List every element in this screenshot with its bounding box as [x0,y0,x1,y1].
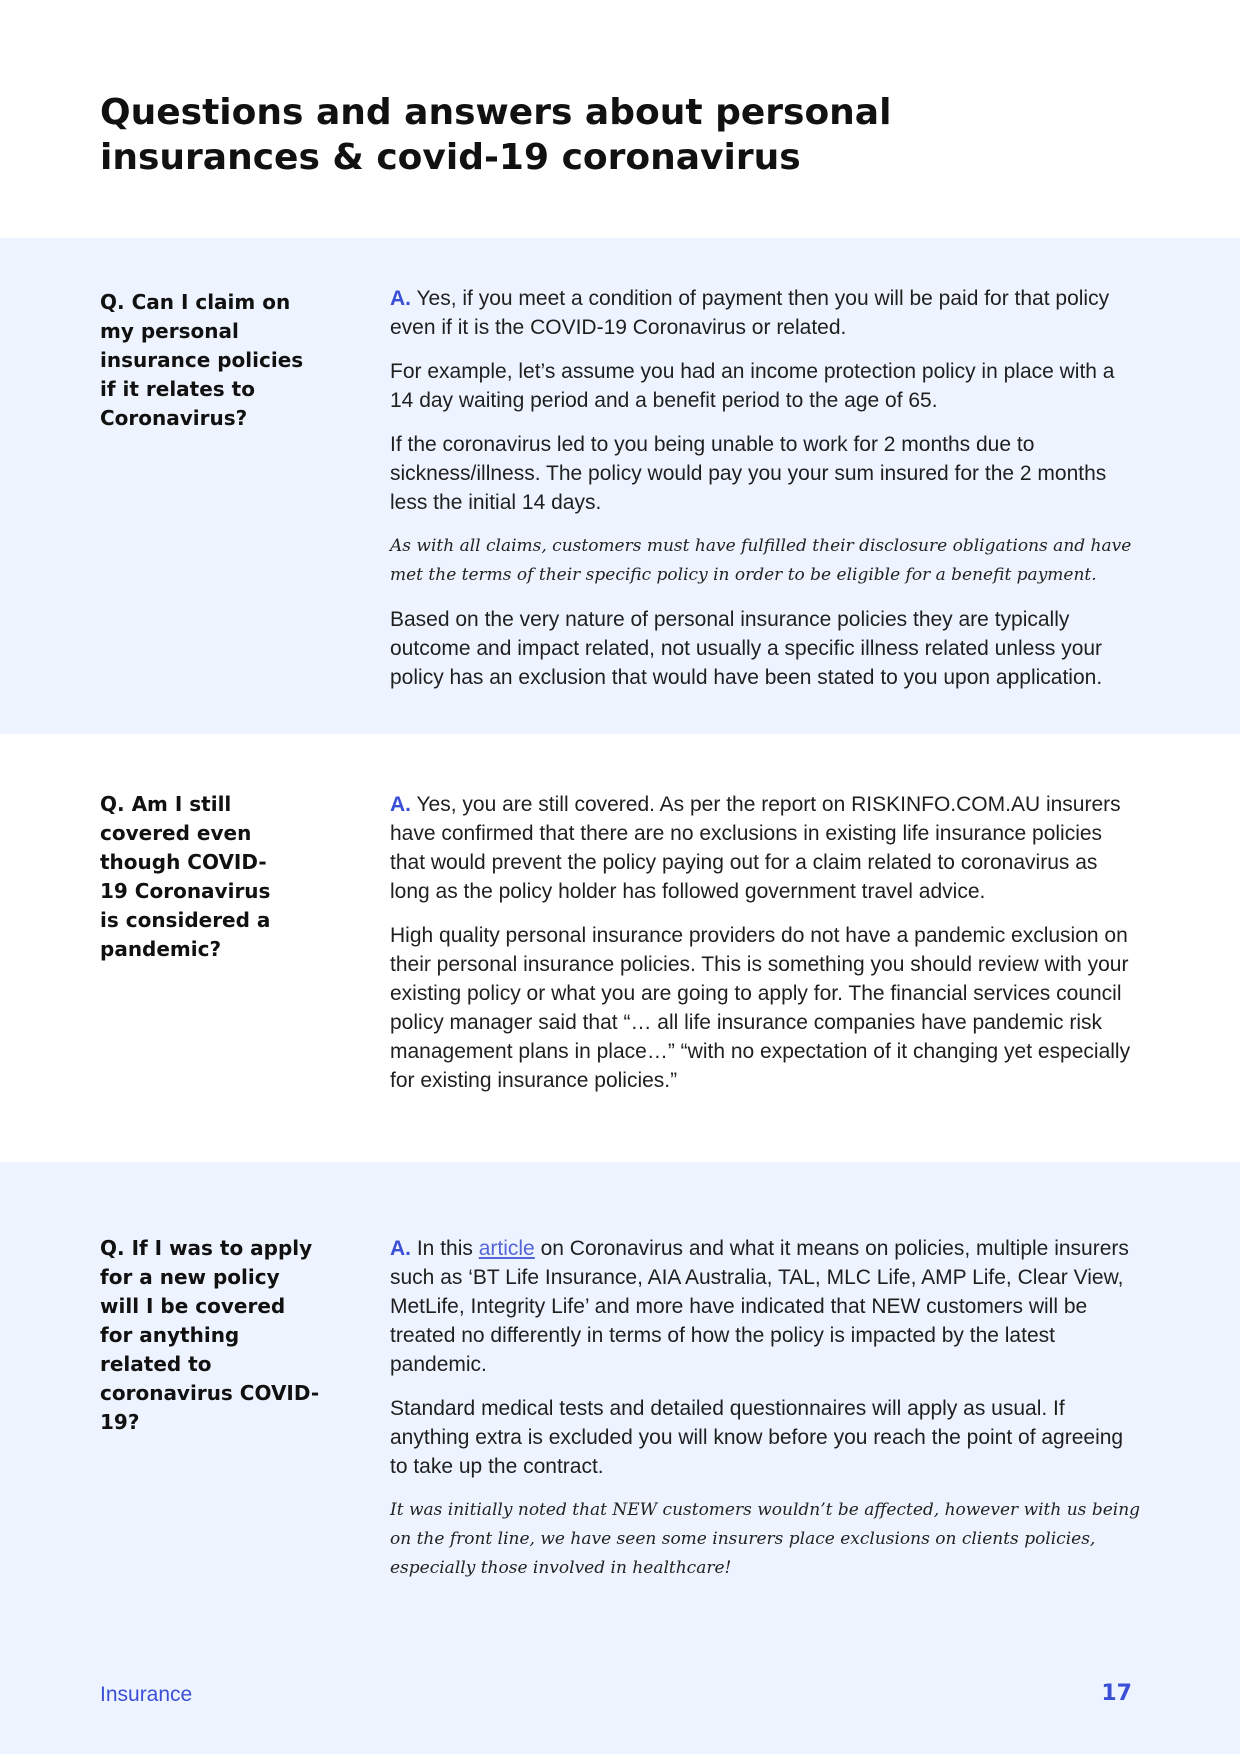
article-link[interactable]: article [478,1237,535,1260]
page-number: 17 [1101,1681,1132,1706]
answer-label: A. [390,1237,411,1260]
answer-claim [390,284,1142,707]
answer-pandemic [390,790,1142,1110]
answer-paragraph [390,790,1142,906]
answer-paragraph: For example, let’s assume you had an income protection policy in place with a 14 day waiting period and a benefit period to the age of 65. [390,360,1115,412]
answer-paragraph [390,284,1142,342]
answer-text: on Coronavirus and what it means on policies, multiple insurers such as ‘BT Life Insurance, AIA Australia, TAL, MLC Life, AMP Life, Clear View, MetLife, Integrity Life’ and more have indicated that NEW customers will be treated no differently in terms of how the policy is impacted by the latest pandemic. [390,1237,1129,1376]
answer-new-policy [390,1234,1142,1598]
answer-label: A. [390,287,411,310]
answer-paragraph [390,1234,1142,1379]
page-title-line-2: insurances & covid-19 coronavirus [100,137,801,178]
answer-paragraph: High quality personal insurance providers do not have a pandemic exclusion on their personal insurance policies. This is something you should review with your existing policy or what you are going to apply for. The financial services council policy manager said that “… all life insurance companies have pandemic risk management plans in place…” “with no expectation of it changing yet especially for existing insurance policies.” [390,924,1131,1092]
answer-label: A. [390,793,411,816]
answer-text: Yes, you are still covered. As per the report on RISKINFO.COM.AU insurers have confirmed that there are no exclusions in existing life insurance policies that would prevent the policy paying out for a claim related to coronavirus as long as the policy holder has followed government travel advice. [390,793,1121,903]
answer-paragraph: If the coronavirus led to you being unable to work for 2 months due to sickness/illness. The policy would pay you your sum insured for the 2 months less the initial 14 days. [390,433,1107,514]
qa-section-new-policy [0,1162,1240,1754]
question-pandemic: Q. Am I still covered even though COVID-19 Coronavirus is considered a pandemic? [100,792,271,961]
qa-section-pandemic [0,734,1240,1162]
disclaimer-note: As with all claims, customers must have fulfilled their disclosure obligations and have met the terms of their specific policy in order to be eligible for a benefit payment. [390,536,1132,585]
footer-section-name: Insurance [100,1683,193,1706]
question-claim: Q. Can I claim on my personal insurance policies if it relates to Coronavirus? [100,290,304,430]
disclaimer-note: It was initially noted that NEW customers wouldn’t be affected, however with us being on the front line, we have seen some insurers place exclusions on clients policies, especially those involved in healthcare! [390,1500,1141,1578]
answer-paragraph: Based on the very nature of personal insurance policies they are typically outcome and impact related, not usually a specific illness related unless your policy has an exclusion that would have been stated to you upon application. [390,608,1103,689]
answer-text: In this [416,1237,473,1260]
page-title [100,90,1000,180]
qa-section-claim [0,238,1240,734]
answer-paragraph: Standard medical tests and detailed questionnaires will apply as usual. If anything extra is excluded you will know before you reach the point of agreeing to take up the contract. [390,1397,1124,1478]
answer-text: Yes, if you meet a condition of payment then you will be paid for that policy even if it is the COVID-19 Coronavirus or related. [390,287,1110,339]
page-title-line-1: Questions and answers about personal [100,92,892,133]
question-new-policy: Q. If I was to apply for a new policy will I be covered for anything related to coronavirus COVID-19? [100,1236,320,1434]
